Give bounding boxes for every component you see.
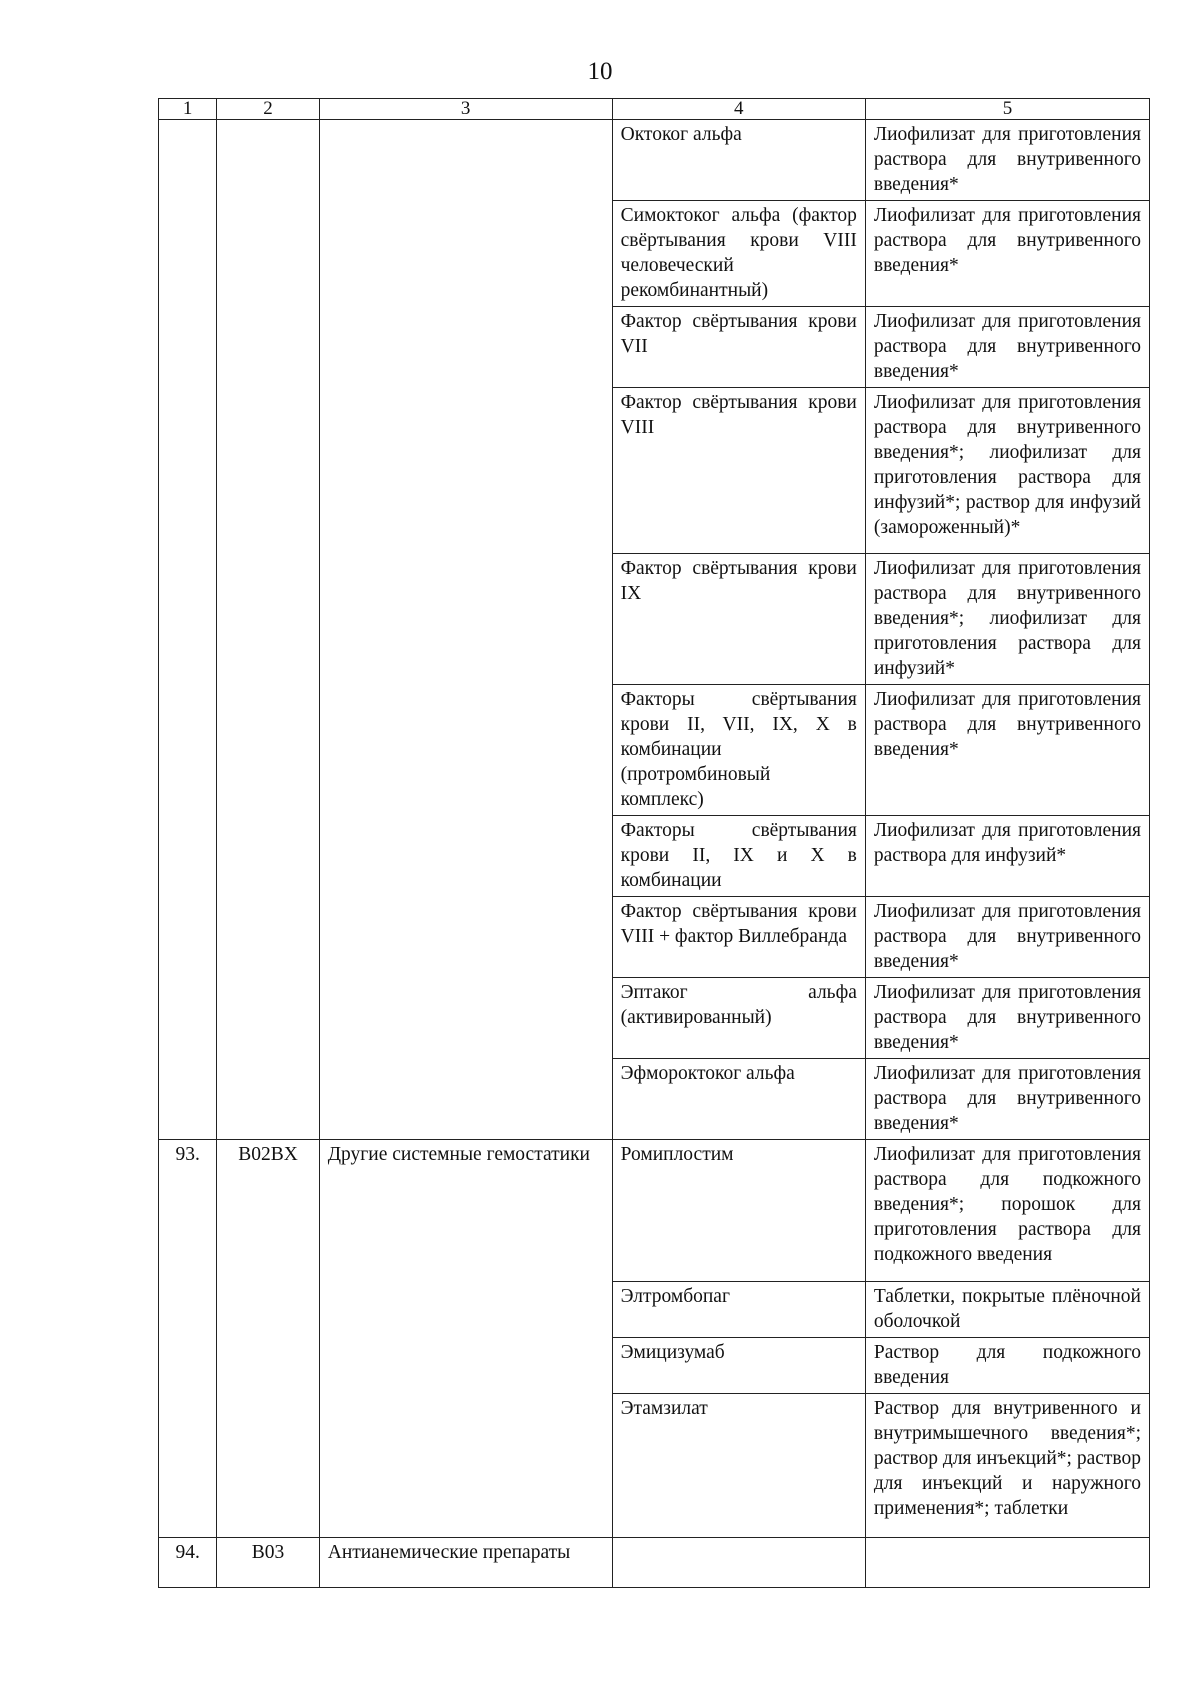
group-name: Другие системные гемостатики (319, 1140, 612, 1538)
dosage-form: Лиофилизат для приготовления раствора для внутривенного введения* (865, 120, 1149, 201)
drug-name: Октоког альфа (612, 120, 865, 201)
drug-name: Факторы свёртывания крови II, IX и X в комбинации (612, 816, 865, 897)
drug-name: Этамзилат (612, 1394, 865, 1538)
table-row (159, 120, 1150, 201)
col-header-3: 3 (319, 99, 612, 120)
row-number: 94. (159, 1538, 217, 1588)
drug-table (158, 98, 1150, 1588)
drug-name: Факторы свёртывания крови II, VII, IX, X в комбинации (протромбиновый комплекс) (612, 685, 865, 816)
dosage-form: Лиофилизат для приготовления раствора для внутривенного введения* (865, 307, 1149, 388)
dosage-form: Лиофилизат для приготовления раствора для подкожного введения*; порошок для приготовления раствора для подкожного введения (865, 1140, 1149, 1282)
drug-name: Элтромбопаг (612, 1282, 865, 1338)
drug-name: Фактор свёртывания крови VII (612, 307, 865, 388)
dosage-form: Лиофилизат для приготовления раствора для внутривенного введения* (865, 685, 1149, 816)
dosage-form: Раствор для подкожного введения (865, 1338, 1149, 1394)
col-header-1: 1 (159, 99, 217, 120)
col-header-5: 5 (865, 99, 1149, 120)
dosage-form (865, 1538, 1149, 1588)
table-row (159, 1140, 1150, 1282)
group-name: Антианемические препараты (319, 1538, 612, 1588)
dosage-form: Лиофилизат для приготовления раствора для внутривенного введения*; лиофилизат для приготовления раствора для инфузий*; раствор для инфузий (замороженный)* (865, 388, 1149, 554)
group-name-cell (319, 120, 612, 1140)
drug-name: Симоктоког альфа (фактор свёртывания крови VIII человеческий рекомбинантный) (612, 201, 865, 307)
dosage-form: Лиофилизат для приготовления раствора для внутривенного введения* (865, 897, 1149, 978)
drug-name: Эптаког альфа (активированный) (612, 978, 865, 1059)
drug-name: Ромиплостим (612, 1140, 865, 1282)
drug-name: Эмицизумаб (612, 1338, 865, 1394)
drug-name (612, 1538, 865, 1588)
dosage-form: Раствор для внутривенного и внутримышечного введения*; раствор для инъекций*; раствор для инъекций и наружного применения*; таблетки (865, 1394, 1149, 1538)
drug-name: Фактор свёртывания крови VIII + фактор Виллебранда (612, 897, 865, 978)
atc-code: B02BX (217, 1140, 319, 1538)
drug-name: Фактор свёртывания крови IX (612, 554, 865, 685)
dosage-form: Лиофилизат для приготовления раствора для внутривенного введения* (865, 978, 1149, 1059)
col-header-4: 4 (612, 99, 865, 120)
atc-code: B03 (217, 1538, 319, 1588)
dosage-form: Лиофилизат для приготовления раствора для внутривенного введения* (865, 201, 1149, 307)
col-header-2: 2 (217, 99, 319, 120)
table-row (159, 1538, 1150, 1588)
drug-name: Фактор свёртывания крови VIII (612, 388, 865, 554)
page-number: 10 (587, 58, 613, 85)
drug-name: Эфмороктоког альфа (612, 1059, 865, 1140)
atc-code-cell (217, 120, 319, 1140)
dosage-form: Лиофилизат для приготовления раствора для внутривенного введения*; лиофилизат для приготовления раствора для инфузий* (865, 554, 1149, 685)
dosage-form: Таблетки, покрытые плёночной оболочкой (865, 1282, 1149, 1338)
dosage-form: Лиофилизат для приготовления раствора для инфузий* (865, 816, 1149, 897)
header-row (159, 99, 1150, 120)
row-number: 93. (159, 1140, 217, 1538)
dosage-form: Лиофилизат для приготовления раствора для внутривенного введения* (865, 1059, 1149, 1140)
row-number-cell (159, 120, 217, 1140)
